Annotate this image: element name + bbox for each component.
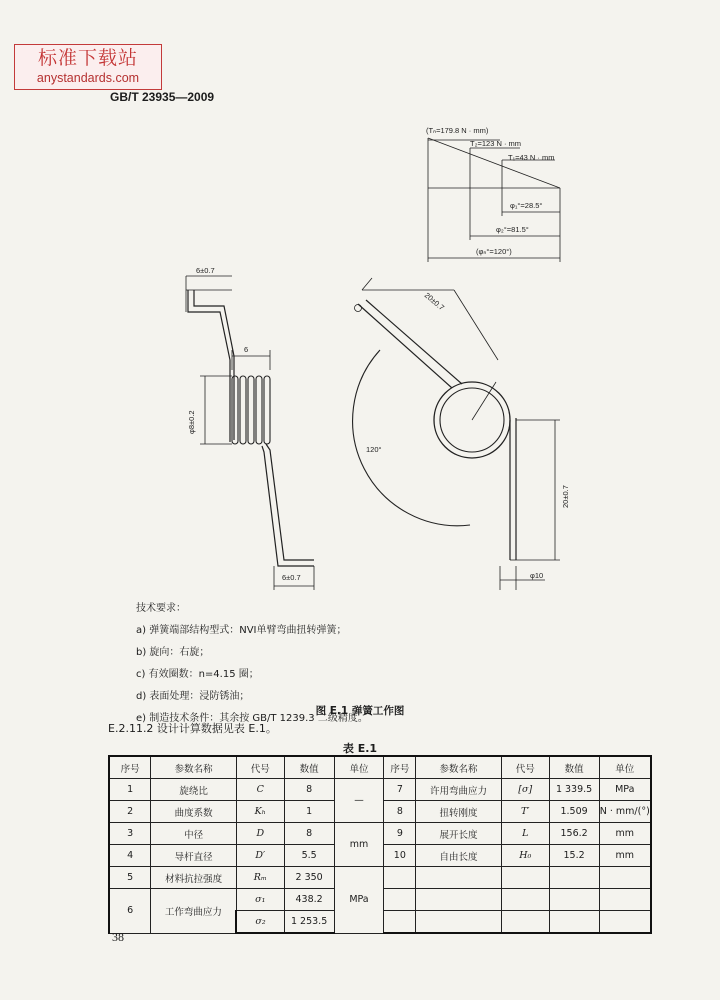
torque-1-label: T₁=43 N · mm [508,153,555,162]
note-b: b) 旋向：右旋； [136,647,210,658]
phin-label: (φₙ°=120°) [476,247,512,256]
cell-name: 曲度系数 [151,801,237,823]
watermark-url: anystandards.com [36,71,140,85]
header-cell: 单位 [599,756,651,779]
cell-no: 8 [384,801,416,823]
table-row [109,779,651,801]
cell-sym: C [236,779,284,801]
figure-caption: 图 E.1 弹簧工作图 [315,705,405,717]
cell-val: 8 [284,779,334,801]
cell-no: 7 [384,779,416,801]
phi1-label: φ₁°=28.5° [510,201,543,210]
note-a: a) 弹簧端部结构型式：NVⅠ单臂弯曲扭转弹簧； [136,625,347,636]
dim-6-bottom: 6±0.7 [282,573,301,582]
header-cell: 参数名称 [416,756,502,779]
cell-name: 许用弯曲应力 [416,779,502,801]
table-caption: 表 E.1 [342,742,378,755]
empty-cell [416,867,502,889]
note-c: c) 有效圈数：n=4.15 圈； [136,669,259,680]
cell-name: 导杆直径 [151,845,237,867]
cell-sym: Kₕ [236,801,284,823]
header-cell: 数值 [549,756,599,779]
dim-20-arm: 20±0.7 [422,290,447,313]
empty-cell [549,867,599,889]
cell-val: 156.2 [549,823,599,845]
note-d: d) 表面处理：浸防锈油； [136,691,250,702]
empty-cell [384,889,416,911]
cell-name: 展开长度 [416,823,502,845]
cell-val: 2 350 [284,867,334,889]
empty-cell [501,911,549,934]
cell-sym: σ₂ [236,911,284,934]
table-row [109,867,651,889]
cell-unit: mm [599,823,651,845]
cell-sym: [σ] [501,779,549,801]
cell-sym: T′ [501,801,549,823]
standard-number: GB/T 23935—2009 [110,90,215,104]
dim-6: 6 [244,345,249,354]
cell-sym: D [236,823,284,845]
cell-no: 5 [109,867,151,889]
cell-no: 2 [109,801,151,823]
cell-val: 1.509 [549,801,599,823]
phi2-label: φ₂°=81.5° [496,225,529,234]
empty-cell [599,867,651,889]
cell-val: 1 339.5 [549,779,599,801]
header-cell: 单位 [334,756,384,779]
torque-2-label: T₂=123 N · mm [470,139,522,148]
cell-unit-mpa: MPa [334,867,384,934]
cell-sym: σ₁ [236,889,284,911]
cell-val: 1 253.5 [284,911,334,934]
dim-6-top: 6±0.7 [196,266,215,275]
cell-unit-dash: — [334,779,384,823]
cell-no: 4 [109,845,151,867]
design-data-table [108,755,652,934]
cell-unit-mm: mm [334,823,384,867]
cell-no: 6 [109,889,151,934]
dim-20-leg: 20±0.7 [561,485,570,508]
cell-no: 10 [384,845,416,867]
cell-sym: Rₘ [236,867,284,889]
watermark-cn: 标准下载站 [37,47,138,69]
empty-cell [599,911,651,934]
section-paragraph: E.2.11.2 设计计算数据见表 E.1。 [108,722,277,735]
empty-cell [416,889,502,911]
empty-cell [501,867,549,889]
cell-name: 中径 [151,823,237,845]
cell-unit: N · mm/(°) [599,801,651,823]
notes-title: 技术要求： [136,603,186,614]
table-header-row [109,756,651,779]
cell-unit: MPa [599,779,651,801]
cell-val: 8 [284,823,334,845]
empty-cell [501,889,549,911]
empty-cell [549,889,599,911]
header-cell: 代号 [236,756,284,779]
cell-name: 扭转刚度 [416,801,502,823]
header-cell: 参数名称 [151,756,237,779]
header-cell: 代号 [501,756,549,779]
header-cell: 序号 [384,756,416,779]
header-cell: 数值 [284,756,334,779]
cell-sym: L [501,823,549,845]
torque-max-label: (Tₙ=179.8 N · mm) [426,126,489,135]
cell-name: 材料抗拉强度 [151,867,237,889]
cell-val: 15.2 [549,845,599,867]
cell-val: 1 [284,801,334,823]
table-row [109,823,651,845]
empty-cell [384,911,416,934]
cell-no: 3 [109,823,151,845]
header-cell: 序号 [109,756,151,779]
dim-phi10: φ10 [530,571,544,580]
cell-sym: H₀ [501,845,549,867]
empty-cell [549,911,599,934]
cell-name: 旋绕比 [151,779,237,801]
cell-sym: D′ [236,845,284,867]
page-number: 38 [112,930,124,944]
empty-cell [416,911,502,934]
cell-no: 9 [384,823,416,845]
empty-cell [599,889,651,911]
cell-name: 自由长度 [416,845,502,867]
cell-val: 438.2 [284,889,334,911]
cell-no: 1 [109,779,151,801]
empty-cell [384,867,416,889]
angle-120: 120° [366,445,382,454]
cell-name: 工作弯曲应力 [151,889,237,934]
cell-val: 5.5 [284,845,334,867]
dim-phi8: φ8±0.2 [187,410,196,434]
cell-unit: mm [599,845,651,867]
note-e: e) 制造技术条件：其余按 GB/T 1239.3 二级精度。 [136,713,368,724]
